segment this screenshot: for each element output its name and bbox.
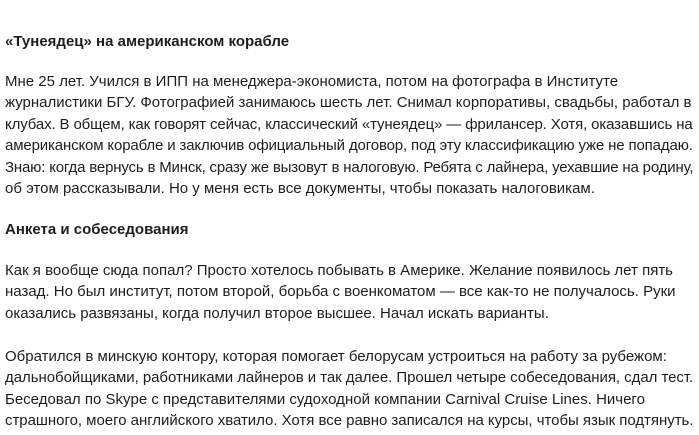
paragraph-line: назад. Но был институт, потом второй, борьба с военкоматом — все как-то не получалось. Руки <box>5 283 676 301</box>
paragraph-agency <box>5 346 693 432</box>
paragraph-line: дальнобойщиками, работниками лайнеров и так далее. Прошел четыре собеседования, сдал тест. <box>5 369 694 387</box>
paragraph-line: об этом рассказывали. Но у меня есть все документы, чтобы показать налоговикам. <box>5 180 595 198</box>
paragraph-line: страшного, моего английского хватило. Хотя все равно записался на курсы, чтобы язык подтянуть. <box>5 412 694 430</box>
paragraph-line: оказались развязаны, когда получил второе высшее. Начал искать варианты. <box>5 304 549 322</box>
paragraph-line: журналистики БГУ. Фотографией занимаюсь шесть лет. Снимал корпоративы, свадьбы, работал в <box>5 94 692 112</box>
section-heading-interviews: Анкета и собеседования <box>5 221 189 238</box>
paragraph-america <box>5 260 676 324</box>
paragraph-intro <box>5 71 693 199</box>
paragraph-line: Обратился в минскую контору, которая помогает белорусам устроиться на работу за рубежом: <box>5 348 667 365</box>
paragraph-line: клубах. В общем, как говорят сейчас, классический «тунеядец» — фрилансер. Хотя, оказавшись на <box>5 115 693 133</box>
section-heading-freeloader: «Тунеядец» на американском корабле <box>5 33 290 50</box>
paragraph-line: Мне 25 лет. Учился в ИПП на менеджера-экономиста, потом на фотографа в Институте <box>5 73 619 90</box>
paragraph-line: Знаю: когда вернусь в Минск, сразу же вызовут в налоговую. Ребята с лайнера, уехавшие на родину, <box>5 158 694 176</box>
paragraph-line: американском корабле и заключив официальный договор, под эту классификацию уже не попадаю. <box>5 137 693 155</box>
paragraph-line: Как я вообще сюда попал? Просто хотелось побывать в Америке. Желание появилось лет пять <box>5 262 673 279</box>
paragraph-line: Беседовал по Skype с представителями судоходной компании Carnival Cruise Lines. Ничего <box>5 390 645 408</box>
